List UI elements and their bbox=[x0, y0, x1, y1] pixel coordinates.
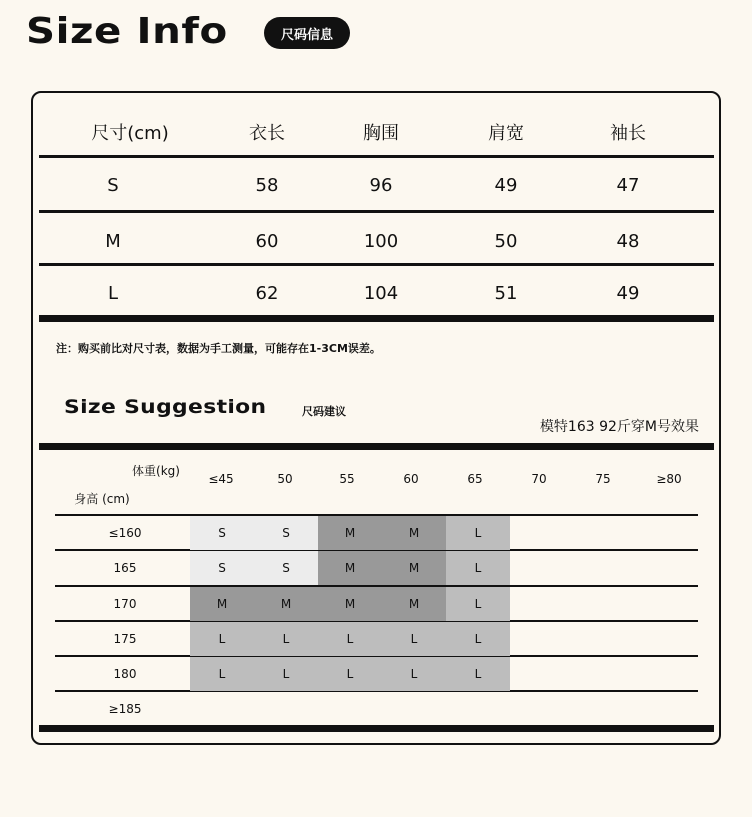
height-row-label: 175 bbox=[113, 632, 137, 646]
size-suggestion-cell: L bbox=[446, 516, 510, 550]
col-header-length: 衣长 bbox=[249, 123, 285, 144]
height-row-label: 180 bbox=[113, 667, 137, 681]
table-divider bbox=[39, 263, 714, 266]
size-suggestion-cell: L bbox=[318, 657, 382, 691]
size-suggestion-cell: L bbox=[446, 657, 510, 691]
size-suggestion-cell: L bbox=[446, 622, 510, 656]
col-header-sleeve: 袖长 bbox=[610, 123, 646, 144]
model-note: 模特163 92斤穿M号效果 bbox=[539, 419, 699, 435]
size-s-sleeve: 47 bbox=[616, 175, 640, 196]
size-suggestion-cell: L bbox=[254, 657, 318, 691]
height-row-label: ≤160 bbox=[108, 526, 142, 540]
size-suggestion-cell: L bbox=[382, 657, 446, 691]
col-header-chest: 胸围 bbox=[363, 123, 399, 144]
weight-header: 55 bbox=[339, 472, 355, 486]
weight-header: 75 bbox=[595, 472, 611, 486]
size-s-chest: 96 bbox=[369, 175, 393, 196]
suggestion-badge: 尺码建议 bbox=[302, 405, 346, 418]
size-l-sleeve: 49 bbox=[616, 283, 640, 304]
measurement-note: 注：购买前比对尺寸表，数据为手工测量，可能存在1-3CM误差。 bbox=[56, 342, 381, 355]
size-suggestion-cell: S bbox=[254, 551, 318, 585]
size-suggestion-cell: L bbox=[190, 657, 254, 691]
size-suggestion-cell: M bbox=[382, 516, 446, 550]
size-suggestion-cell: L bbox=[446, 551, 510, 585]
size-suggestion-cell: M bbox=[318, 516, 382, 550]
size-m-shoulder: 50 bbox=[494, 231, 518, 252]
suggestion-title: Size Suggestion bbox=[64, 396, 267, 418]
size-suggestion-cell: M bbox=[318, 587, 382, 621]
size-l-chest: 104 bbox=[363, 283, 399, 304]
weight-header: ≤45 bbox=[208, 472, 234, 486]
height-axis-label: 身高 (cm) bbox=[74, 492, 130, 506]
height-row-label: 165 bbox=[113, 561, 137, 575]
height-row-label: 170 bbox=[113, 597, 137, 611]
weight-axis-label: 体重(kg) bbox=[132, 464, 180, 478]
size-suggestion-cell: S bbox=[190, 551, 254, 585]
size-s-length: 58 bbox=[255, 175, 279, 196]
size-l: L bbox=[107, 283, 119, 304]
suggestion-top-rule bbox=[39, 443, 714, 450]
size-m-length: 60 bbox=[255, 231, 279, 252]
size-m-chest: 100 bbox=[363, 231, 399, 252]
size-suggestion-cell: L bbox=[446, 587, 510, 621]
size-m-sleeve: 48 bbox=[616, 231, 640, 252]
height-row-label: ≥185 bbox=[108, 702, 142, 716]
size-suggestion-cell: L bbox=[254, 622, 318, 656]
weight-header: 60 bbox=[403, 472, 419, 486]
weight-header: ≥80 bbox=[656, 472, 682, 486]
size-suggestion-cell: L bbox=[190, 622, 254, 656]
weight-header: 50 bbox=[277, 472, 293, 486]
suggestion-bottom-rule bbox=[39, 725, 714, 732]
size-suggestion-cell: M bbox=[382, 587, 446, 621]
size-s: S bbox=[107, 175, 119, 196]
size-m: M bbox=[105, 231, 121, 252]
size-suggestion-cell: M bbox=[190, 587, 254, 621]
size-suggestion-cell: S bbox=[254, 516, 318, 550]
col-header-shoulder: 肩宽 bbox=[488, 123, 524, 144]
table-bottom-rule bbox=[39, 315, 714, 322]
weight-header: 70 bbox=[531, 472, 547, 486]
weight-header: 65 bbox=[467, 472, 483, 486]
size-suggestion-cell: M bbox=[382, 551, 446, 585]
table-divider bbox=[39, 155, 714, 158]
size-suggestion-cell: M bbox=[254, 587, 318, 621]
size-l-length: 62 bbox=[255, 283, 279, 304]
size-suggestion-cell: L bbox=[382, 622, 446, 656]
table-divider bbox=[39, 210, 714, 213]
size-suggestion-cell: M bbox=[318, 551, 382, 585]
page-title: Size Info bbox=[26, 11, 228, 52]
size-suggestion-cell: S bbox=[190, 516, 254, 550]
size-l-shoulder: 51 bbox=[494, 283, 518, 304]
size-s-shoulder: 49 bbox=[494, 175, 518, 196]
col-header-size: 尺寸(cm) bbox=[91, 123, 169, 144]
size-suggestion-cell: L bbox=[318, 622, 382, 656]
title-badge: 尺码信息 bbox=[264, 17, 350, 49]
